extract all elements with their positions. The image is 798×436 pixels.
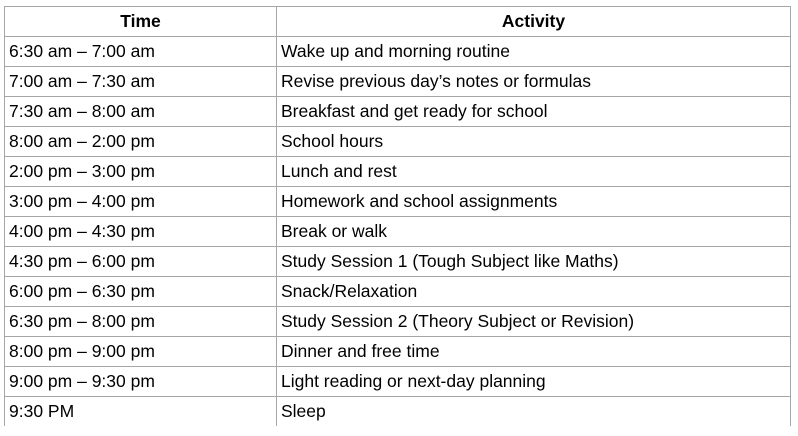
time-cell: 8:00 am – 2:00 pm <box>5 127 277 157</box>
table-body <box>5 37 791 427</box>
activity-cell: Revise previous day’s notes or formulas <box>277 67 791 97</box>
schedule-table <box>4 6 791 426</box>
table-row <box>5 187 791 217</box>
activity-cell: Homework and school assignments <box>277 187 791 217</box>
time-cell: 9:30 PM <box>5 397 277 427</box>
table-row <box>5 367 791 397</box>
time-cell: 9:00 pm – 9:30 pm <box>5 367 277 397</box>
table-row <box>5 97 791 127</box>
table-row <box>5 337 791 367</box>
activity-cell: School hours <box>277 127 791 157</box>
table-row <box>5 67 791 97</box>
activity-cell: Dinner and free time <box>277 337 791 367</box>
time-cell: 6:30 am – 7:00 am <box>5 37 277 67</box>
activity-cell: Sleep <box>277 397 791 427</box>
table-header <box>5 7 791 37</box>
activity-cell: Breakfast and get ready for school <box>277 97 791 127</box>
header-row <box>5 7 791 37</box>
activity-cell: Study Session 2 (Theory Subject or Revision) <box>277 307 791 337</box>
table-row <box>5 217 791 247</box>
activity-cell: Light reading or next-day planning <box>277 367 791 397</box>
table-row <box>5 157 791 187</box>
header-time: Time <box>5 7 277 37</box>
header-activity: Activity <box>277 7 791 37</box>
table-row <box>5 127 791 157</box>
time-cell: 2:00 pm – 3:00 pm <box>5 157 277 187</box>
table-row <box>5 397 791 427</box>
table-row <box>5 277 791 307</box>
time-cell: 4:30 pm – 6:00 pm <box>5 247 277 277</box>
time-cell: 6:00 pm – 6:30 pm <box>5 277 277 307</box>
time-cell: 7:30 am – 8:00 am <box>5 97 277 127</box>
time-cell: 8:00 pm – 9:00 pm <box>5 337 277 367</box>
activity-cell: Lunch and rest <box>277 157 791 187</box>
activity-cell: Break or walk <box>277 217 791 247</box>
table-row <box>5 37 791 67</box>
activity-cell: Wake up and morning routine <box>277 37 791 67</box>
table-row <box>5 307 791 337</box>
activity-cell: Study Session 1 (Tough Subject like Maths) <box>277 247 791 277</box>
time-cell: 4:00 pm – 4:30 pm <box>5 217 277 247</box>
time-cell: 7:00 am – 7:30 am <box>5 67 277 97</box>
time-cell: 6:30 pm – 8:00 pm <box>5 307 277 337</box>
time-cell: 3:00 pm – 4:00 pm <box>5 187 277 217</box>
table-row <box>5 247 791 277</box>
activity-cell: Snack/Relaxation <box>277 277 791 307</box>
